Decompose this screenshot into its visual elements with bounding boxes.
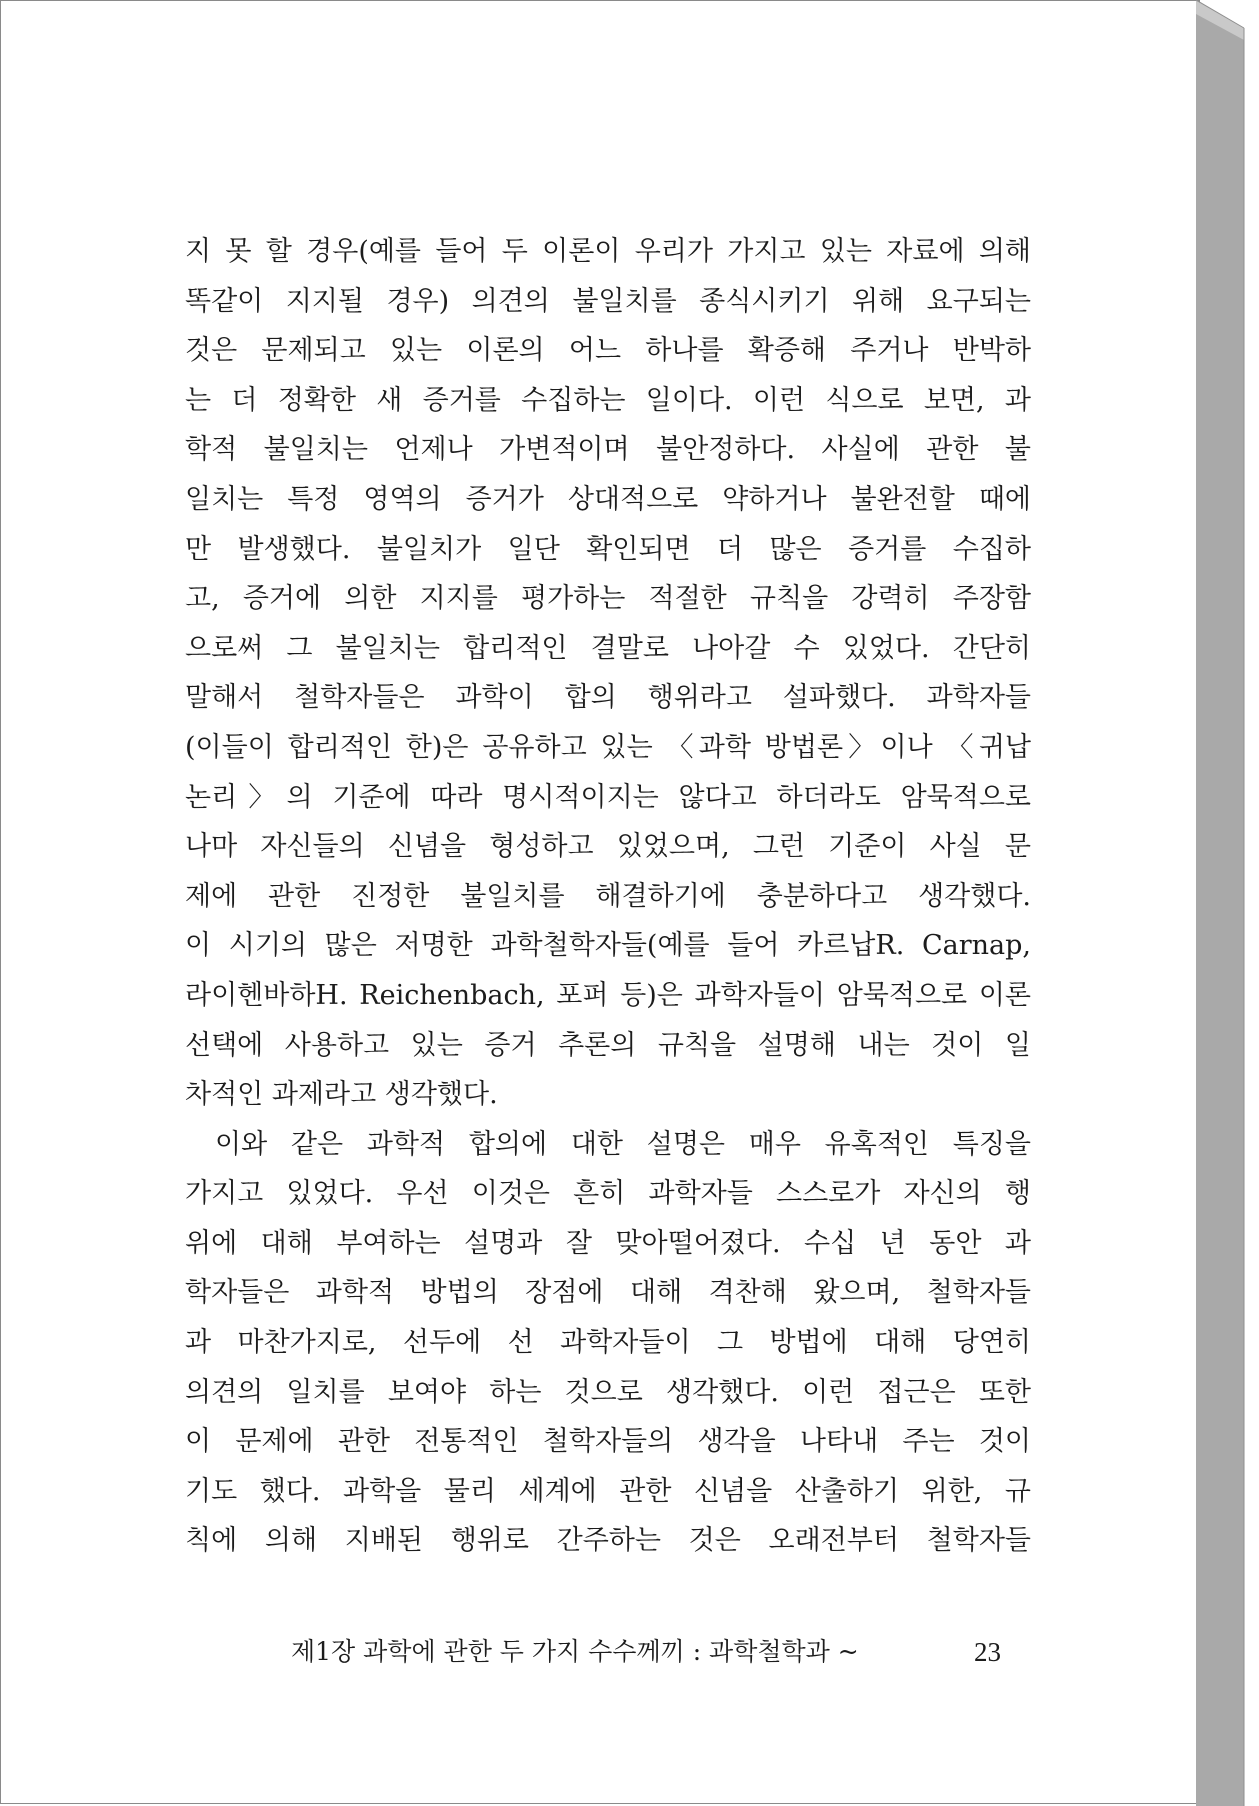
book-edge-shadow bbox=[1196, 0, 1259, 1806]
running-head: 제1장 과학에 관한 두 가지 수수께끼 : 과학철학과 ~ bbox=[291, 1637, 859, 1666]
text-line: 것은 문제되고 있는 이론의 어느 하나를 확증해 주거나 반박하 bbox=[185, 335, 1031, 367]
text-line: 말해서 철학자들은 과학이 합의 행위라고 설파했다. 과학자들 bbox=[185, 682, 1031, 714]
text-line: 으로써 그 불일치는 합리적인 결말로 나아갈 수 있었다. 간단히 bbox=[185, 632, 1031, 664]
text-line: 이 시기의 많은 저명한 과학철학자들(예를 들어 카르납R. Carnap, bbox=[185, 930, 1031, 962]
text-line: 지 못 할 경우(예를 들어 두 이론이 우리가 가지고 있는 자료에 의해 bbox=[185, 236, 1031, 267]
text-line: 라이헨바하H. Reichenbach, 포퍼 등)은 과학자들이 암묵적으로 이론 bbox=[185, 979, 1031, 1011]
body-text bbox=[185, 227, 1031, 1566]
text-line: 칙에 의해 지배된 행위로 간주하는 것은 오래전부터 철학자들 bbox=[185, 1525, 1031, 1557]
text-line: 이 문제에 관한 전통적인 철학자들의 생각을 나타내 주는 것이 bbox=[185, 1426, 1031, 1458]
text-line: 의견의 일치를 보여야 하는 것으로 생각했다. 이런 접근은 또한 bbox=[185, 1376, 1031, 1408]
text-line: 제에 관한 진정한 불일치를 해결하기에 충분하다고 생각했다. bbox=[185, 880, 1031, 912]
text-line: 과 마찬가지로, 선두에 선 과학자들이 그 방법에 대해 당연히 bbox=[185, 1327, 1031, 1359]
text-line: 나마 자신들의 신념을 형성하고 있었으며, 그런 기준이 사실 문 bbox=[185, 831, 1031, 863]
text-line: 학자들은 과학적 방법의 장점에 대해 격찬해 왔으며, 철학자들 bbox=[185, 1277, 1031, 1309]
text-line: 일치는 특정 영역의 증거가 상대적으로 약하거나 불완전할 때에 bbox=[185, 483, 1031, 515]
text-line: 학적 불일치는 언제나 가변적이며 불안정하다. 사실에 관한 불 bbox=[185, 434, 1031, 466]
text-line: 만 발생했다. 불일치가 일단 확인되면 더 많은 증거를 수집하 bbox=[185, 533, 1031, 565]
page-footer bbox=[291, 1630, 1033, 1674]
text-line: 차적인 과제라고 생각했다. bbox=[185, 1079, 498, 1111]
text-line: 위에 대해 부여하는 설명과 잘 맞아떨어졌다. 수십 년 동안 과 bbox=[185, 1227, 1031, 1259]
page-number: 23 bbox=[974, 1637, 1001, 1667]
text-line: 논리〉의 기준에 따라 명시적이지는 않다고 하더라도 암묵적으로 bbox=[185, 781, 1031, 813]
text-line: 는 더 정확한 새 증거를 수집하는 일이다. 이런 식으로 보면, 과 bbox=[185, 384, 1031, 416]
text-line: 기도 했다. 과학을 물리 세계에 관한 신념을 산출하기 위한, 규 bbox=[185, 1475, 1031, 1507]
text-line: (이들이 합리적인 한)은 공유하고 있는 〈과학 방법론〉이나 〈귀납 bbox=[185, 731, 1031, 763]
text-line: 이와 같은 과학적 합의에 대한 설명은 매우 유혹적인 특징을 bbox=[215, 1128, 1031, 1160]
text-line: 고, 증거에 의한 지지를 평가하는 적절한 규칙을 강력히 주장함 bbox=[185, 583, 1031, 615]
text-line: 선택에 사용하고 있는 증거 추론의 규칙을 설명해 내는 것이 일 bbox=[185, 1029, 1031, 1061]
text-line: 똑같이 지지될 경우) 의견의 불일치를 종식시키기 위해 요구되는 bbox=[185, 285, 1031, 317]
text-line: 가지고 있었다. 우선 이것은 흔히 과학자들 스스로가 자신의 행 bbox=[185, 1178, 1031, 1210]
